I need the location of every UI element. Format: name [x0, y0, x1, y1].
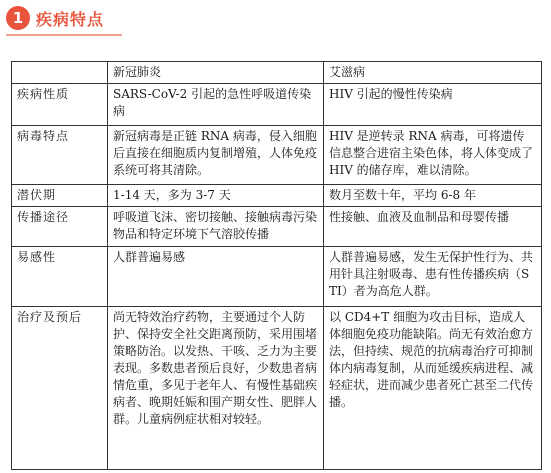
header-underline — [6, 34, 122, 36]
covid-cell: 呼吸道飞沫、密切接触、接触病毒污染物品和特定环境下气溶胶传播 — [108, 207, 324, 247]
covid-cell: 新冠病毒是正链 RNA 病毒，侵入细胞后直接在细胞质内复制增殖，人体免疫系统可将其清除。 — [108, 126, 324, 185]
comparison-table — [11, 61, 542, 470]
section-header — [6, 6, 104, 30]
aids-cell: 以 CD4+T 细胞为攻击目标，造成人体细胞免疫功能缺陷。尚无有效治愈方法，但持续、规范的抗病毒治疗可抑制体内病毒复制，从而延缓疾病进程、减轻症状，进而减少患者死亡甚至二代传播。 — [324, 307, 542, 470]
table-row — [12, 307, 542, 470]
row-label: 疾病性质 — [12, 84, 108, 126]
header-cell-aids: 艾滋病 — [324, 62, 542, 84]
row-label: 潜伏期 — [12, 185, 108, 207]
table-header-row — [12, 62, 542, 84]
section-title: 疾病特点 — [36, 9, 105, 29]
row-label: 治疗及预后 — [12, 307, 108, 470]
header-cell-empty — [12, 62, 108, 84]
aids-cell: HIV 引起的慢性传染病 — [324, 84, 542, 126]
header-cell-covid: 新冠肺炎 — [108, 62, 324, 84]
table-row — [12, 247, 542, 307]
row-label: 传播途径 — [12, 207, 108, 247]
table-row — [12, 126, 542, 185]
aids-cell: 人群普遍易感，发生无保护性行为、共用针具注射吸毒、患有性传播疾病（STI）者为高危人群。 — [324, 247, 542, 307]
table-row — [12, 207, 542, 247]
table-row — [12, 84, 542, 126]
aids-cell: 数月至数十年，平均 6-8 年 — [324, 185, 542, 207]
aids-cell: 性接触、血液及血制品和母婴传播 — [324, 207, 542, 247]
covid-cell: 人群普遍易感 — [108, 247, 324, 307]
table-row — [12, 185, 542, 207]
covid-cell: 1-14 天，多为 3-7 天 — [108, 185, 324, 207]
row-label: 病毒特点 — [12, 126, 108, 185]
row-label: 易感性 — [12, 247, 108, 307]
aids-cell: HIV 是逆转录 RNA 病毒，可将遗传信息整合进宿主染色体，将人体变成了 HIV 的储存库，难以清除。 — [324, 126, 542, 185]
section-number-badge: 1 — [6, 6, 30, 30]
covid-cell: 尚无特效治疗药物，主要通过个人防护、保持安全社交距离预防，采用围堵策略防治。以发热、干咳、乏力为主要表现。多数患者预后良好，少数患者病情危重，多见于老年人、有慢性基础疾病者、晚期妊娠和围产期女性、肥胖人群。儿童病例症状相对较轻。 — [108, 307, 324, 470]
covid-cell: SARS-CoV-2 引起的急性呼吸道传染病 — [108, 84, 324, 126]
